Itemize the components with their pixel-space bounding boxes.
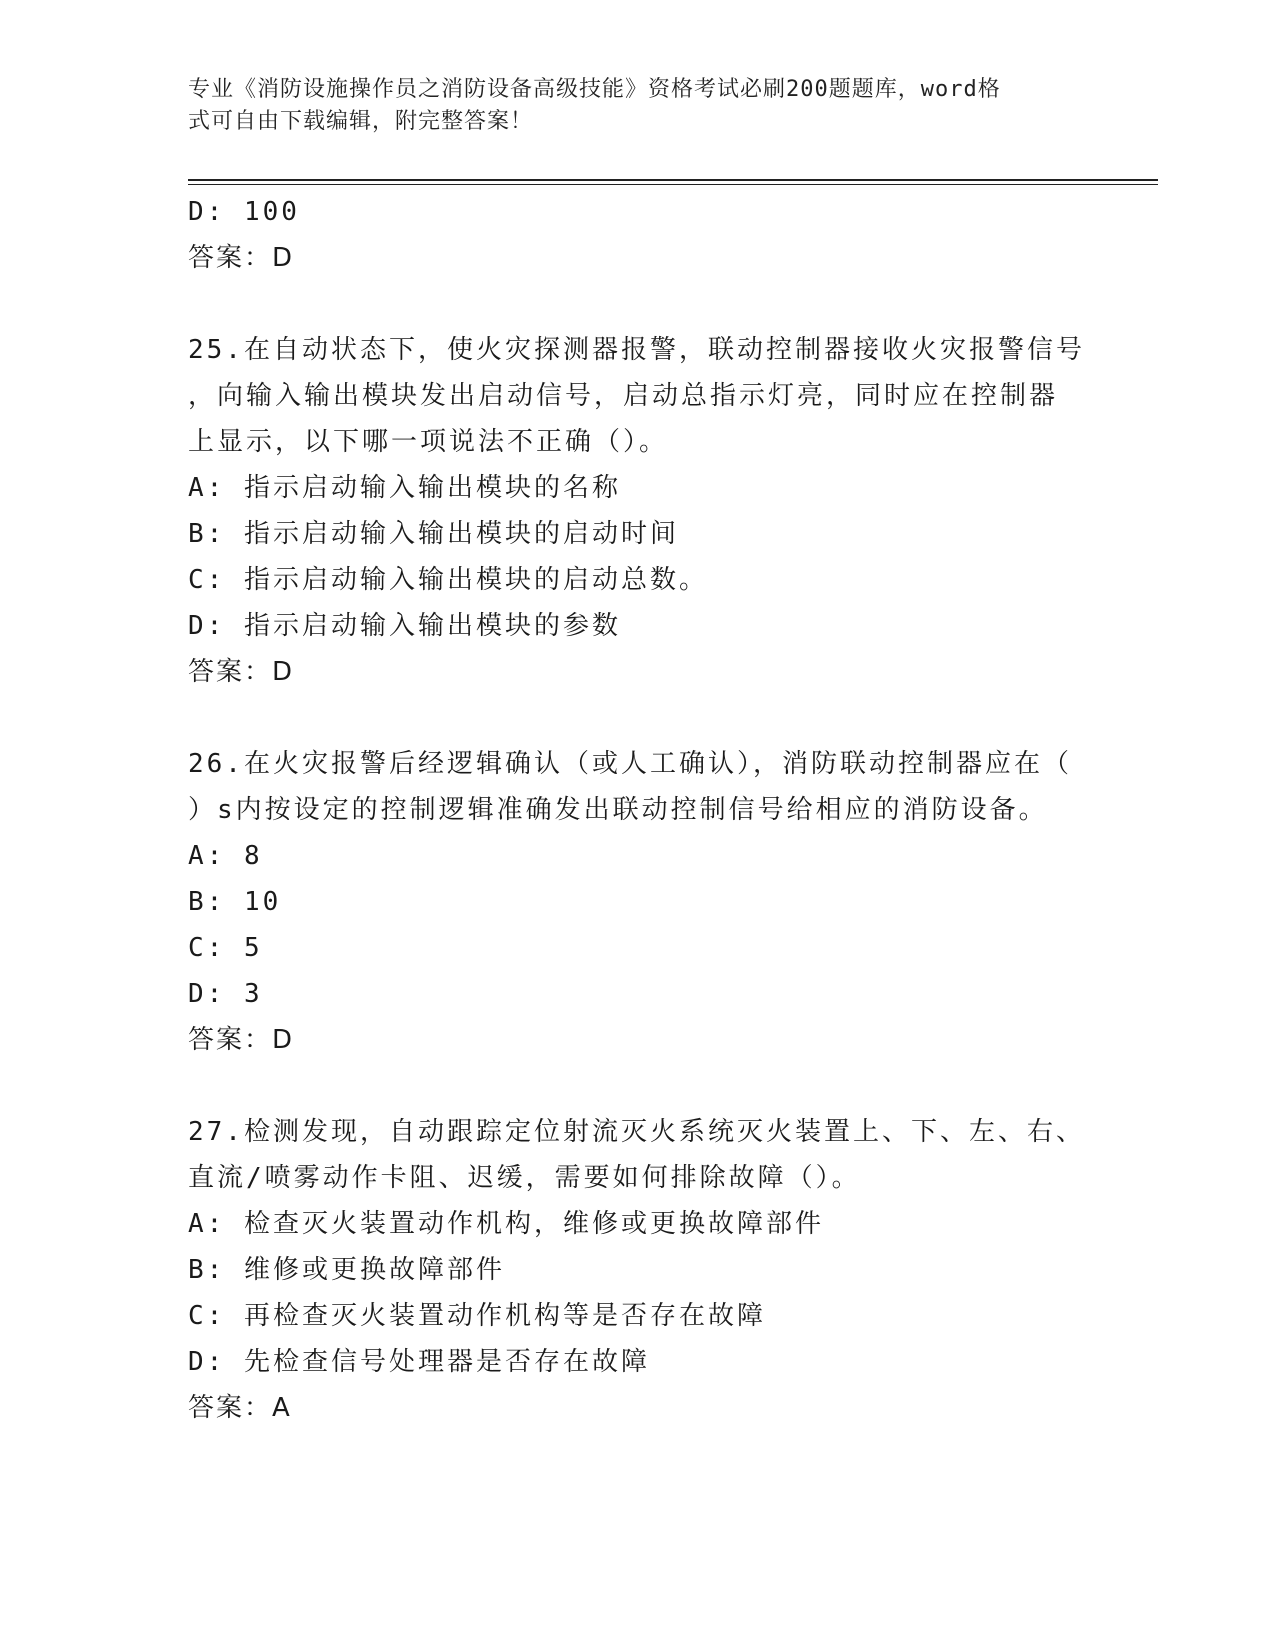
- question-25: [188, 327, 1088, 695]
- previous-answer: 答案：D: [188, 243, 295, 273]
- question-25-stem-line-2: ，向输入输出模块发出启动信号，启动总指示灯亮，同时应在控制器: [188, 381, 1059, 411]
- question-25-option-d: D: 指示启动输入输出模块的参数: [188, 611, 621, 641]
- spacer: [188, 695, 1088, 741]
- question-26-stem-line-1: 26.在火灾报警后经逻辑确认（或人工确认），消防联动控制器应在（: [188, 749, 1072, 779]
- question-26-answer: 答案：D: [188, 1025, 295, 1055]
- question-27-stem-line-2: 直流/喷雾动作卡阻、迟缓，需要如何排除故障（）。: [188, 1163, 861, 1193]
- question-27-option-a: A: 检查灭火装置动作机构，维修或更换故障部件: [188, 1209, 824, 1239]
- question-26-stem-line-2: ）s内按设定的控制逻辑准确发出联动控制信号给相应的消防设备。: [188, 795, 1048, 825]
- question-content: [188, 189, 1088, 1431]
- question-25-option-a: A: 指示启动输入输出模块的名称: [188, 473, 621, 503]
- question-27: [188, 1109, 1088, 1431]
- question-26-option-a: A: 8: [188, 841, 263, 871]
- question-25-answer: 答案：D: [188, 657, 295, 687]
- question-26-option-c: C: 5: [188, 933, 263, 963]
- spacer: [188, 281, 1088, 327]
- question-26-option-b: B: 10: [188, 887, 282, 917]
- question-27-stem-line-1: 27.检测发现，自动跟踪定位射流灭火系统灭火装置上、下、左、右、: [188, 1117, 1085, 1147]
- document-header: [188, 74, 1088, 138]
- header-line-1: 专业《消防设施操作员之消防设备高级技能》资格考试必刷200题题库，word格: [188, 77, 1001, 102]
- header-divider-thick: [188, 179, 1158, 181]
- previous-option-d: D: 100: [188, 197, 300, 227]
- question-25-option-b: B: 指示启动输入输出模块的启动时间: [188, 519, 679, 549]
- question-26-option-d: D: 3: [188, 979, 263, 1009]
- question-25-stem-line-1: 25.在自动状态下，使火灾探测器报警，联动控制器接收火灾报警信号: [188, 335, 1085, 365]
- header-line-2: 式可自由下载编辑，附完整答案！: [188, 109, 534, 134]
- question-25-option-c: C: 指示启动输入输出模块的启动总数。: [188, 565, 708, 595]
- question-27-option-c: C: 再检查灭火装置动作机构等是否存在故障: [188, 1301, 766, 1331]
- question-26: [188, 741, 1088, 1063]
- question-27-option-d: D: 先检查信号处理器是否存在故障: [188, 1347, 650, 1377]
- question-27-option-b: B: 维修或更换故障部件: [188, 1255, 505, 1285]
- spacer: [188, 1063, 1088, 1109]
- question-25-stem-line-3: 上显示，以下哪一项说法不正确（）。: [188, 427, 669, 457]
- header-divider-thin: [188, 184, 1158, 185]
- question-27-answer: 答案：A: [188, 1393, 292, 1423]
